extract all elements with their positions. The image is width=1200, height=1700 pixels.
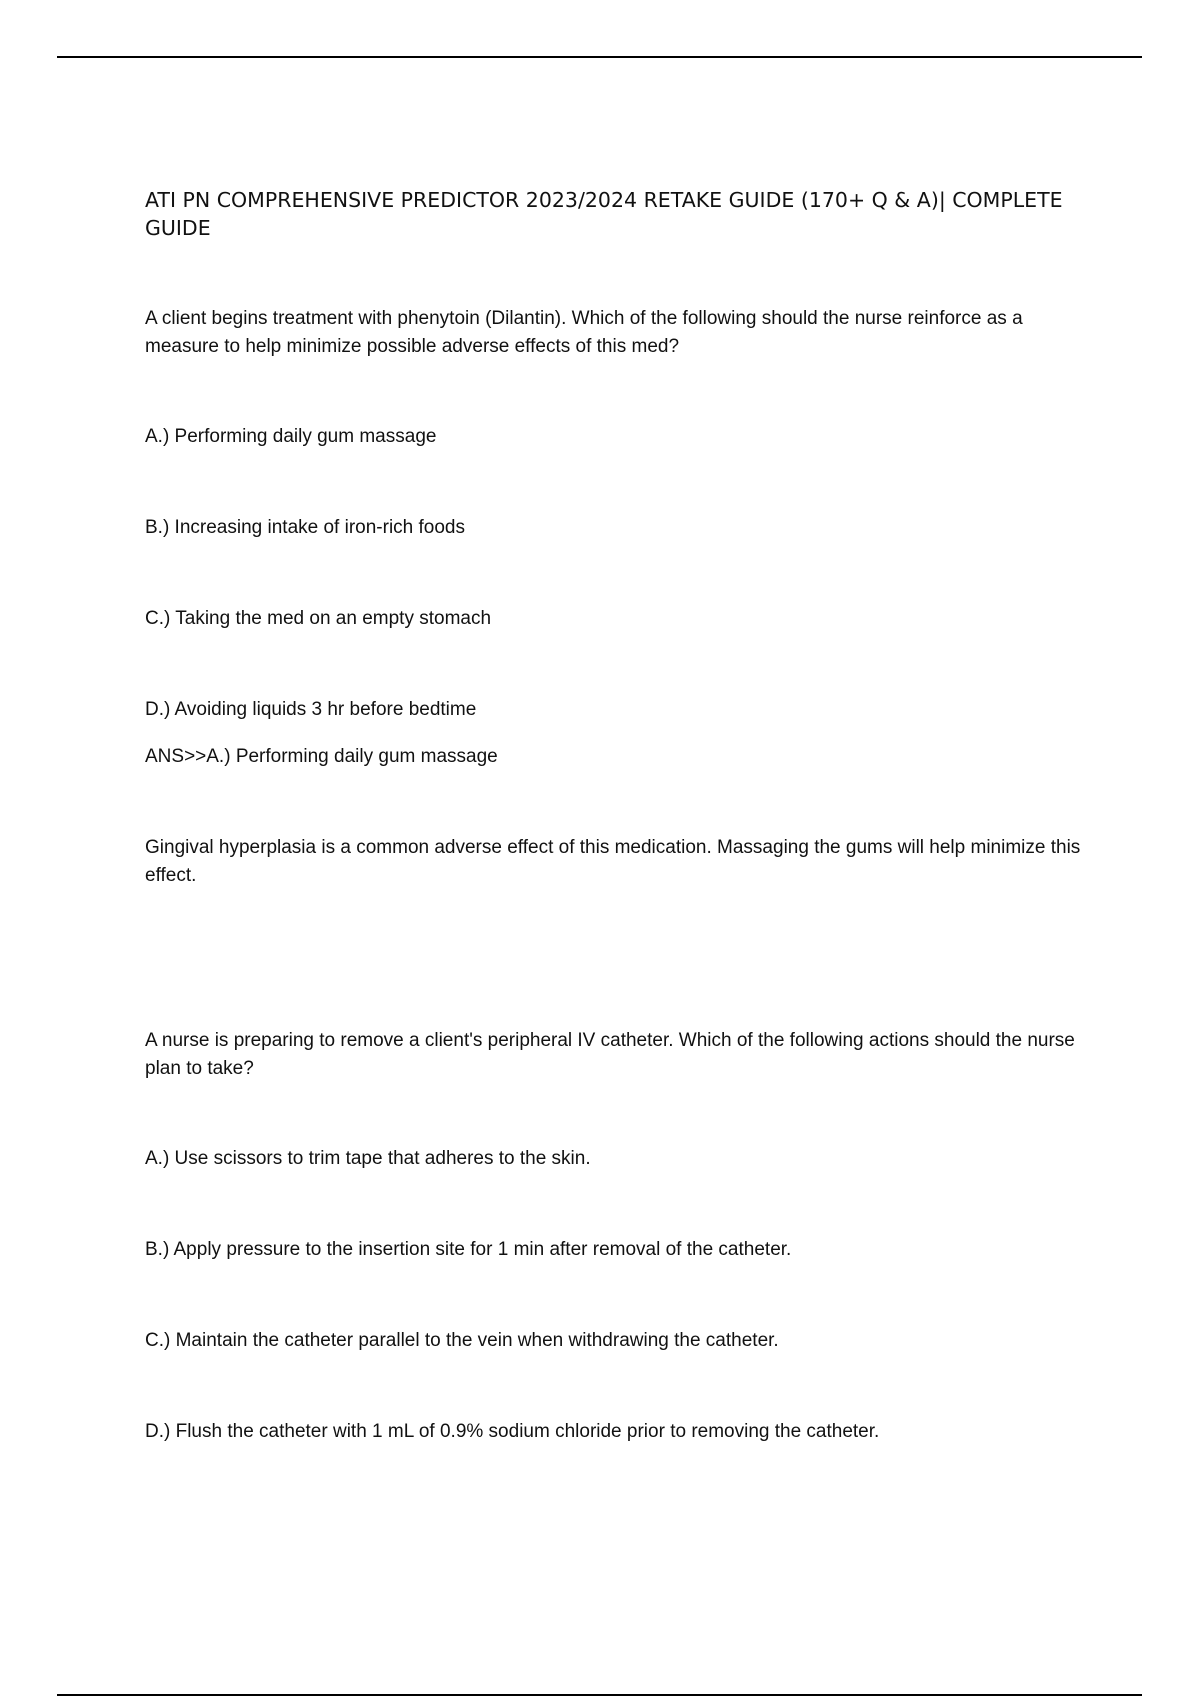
question-1-option-a: A.) Performing daily gum massage: [145, 426, 437, 447]
question-1-option-b: B.) Increasing intake of iron-rich foods: [145, 517, 465, 538]
question-2-option-a: A.) Use scissors to trim tape that adheres to the skin.: [145, 1148, 591, 1169]
question-2-stem: A nurse is preparing to remove a client's peripheral IV catheter. Which of the following actions should the nurse plan to take?: [145, 1030, 1075, 1079]
question-1-stem: A client begins treatment with phenytoin (Dilantin). Which of the following should the nurse reinforce as a measure to help minimize possible adverse effects of this med?: [145, 308, 1023, 357]
question-1-answer: ANS>>A.) Performing daily gum massage: [145, 746, 498, 767]
question-1-rationale: Gingival hyperplasia is a common adverse effect of this medication. Massaging the gums will help minimize this effect.: [145, 837, 1081, 886]
question-2-option-c: C.) Maintain the catheter parallel to the vein when withdrawing the catheter.: [145, 1330, 779, 1351]
question-1-option-c: C.) Taking the med on an empty stomach: [145, 608, 492, 629]
document-title: ATI PN COMPREHENSIVE PREDICTOR 2023/2024 RETAKE GUIDE (170+ Q & A)| COMPLETE GUIDE: [145, 188, 1063, 240]
bottom-rule: [57, 1694, 1142, 1696]
question-2-option-b: B.) Apply pressure to the insertion site for 1 min after removal of the catheter.: [145, 1239, 792, 1260]
question-2: [145, 1027, 1095, 1446]
question-1-option-d: D.) Avoiding liquids 3 hr before bedtime: [145, 699, 477, 720]
question-2-option-d: D.) Flush the catheter with 1 mL of 0.9% sodium chloride prior to removing the catheter.: [145, 1421, 880, 1442]
top-rule: [57, 56, 1142, 58]
question-1: [145, 305, 1095, 890]
document-page: [145, 186, 1095, 1446]
